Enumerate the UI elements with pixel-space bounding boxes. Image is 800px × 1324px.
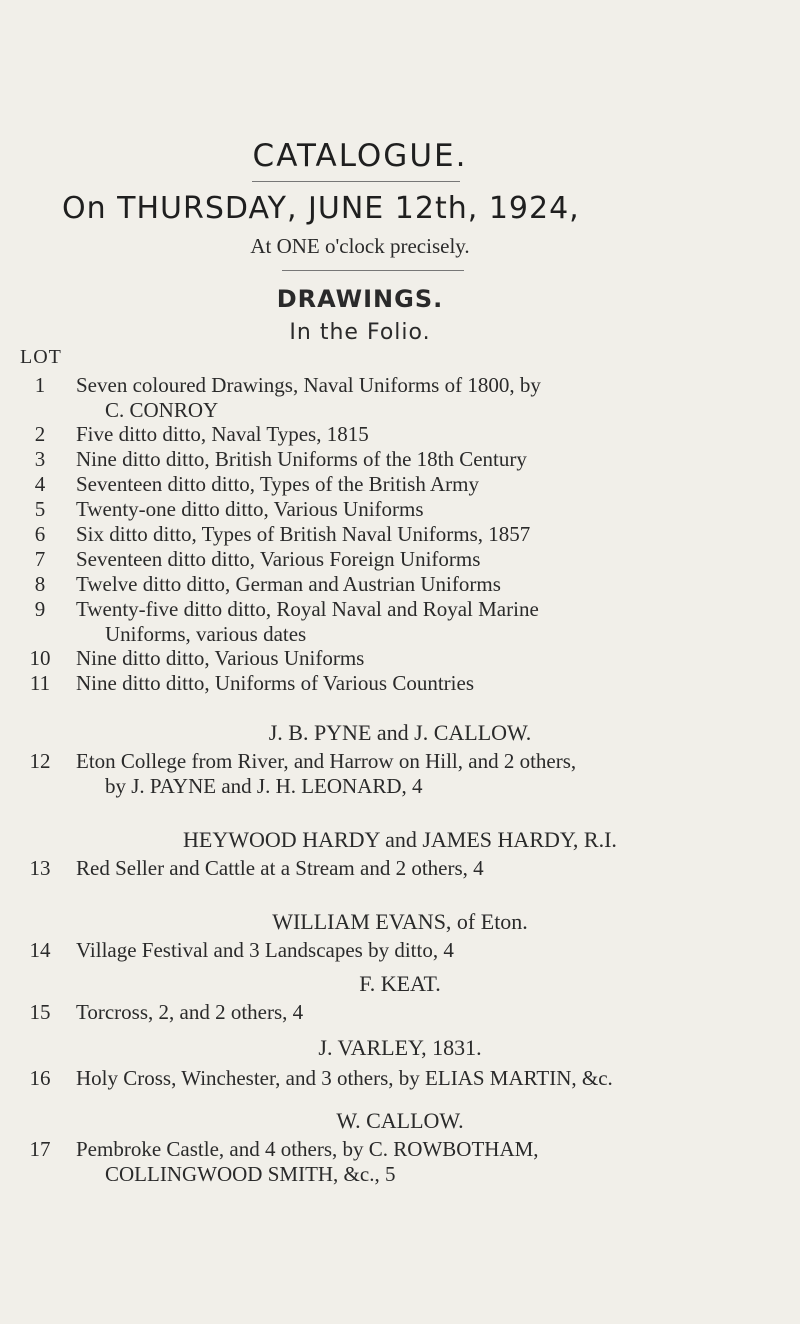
lot-number: 2 xyxy=(34,422,46,446)
lot-description: Nine ditto ditto, British Uniforms of the 18th Century xyxy=(76,447,527,471)
lot-description: Five ditto ditto, Naval Types, 1815 xyxy=(76,422,369,446)
lot-number: 5 xyxy=(34,497,46,521)
lot-description: Seventeen ditto ditto, Various Foreign Uniforms xyxy=(76,547,481,571)
sale-time: At ONE o'clock precisely. xyxy=(250,234,470,258)
lot-number: 12 xyxy=(29,749,51,773)
lot-number: 8 xyxy=(34,572,46,596)
lot-number: 15 xyxy=(29,1000,51,1024)
artist-heading: J. VARLEY, 1831. xyxy=(318,1035,482,1060)
lot-description-continued: COLLINGWOOD SMITH, &c., 5 xyxy=(105,1162,396,1186)
lot-description: Nine ditto ditto, Uniforms of Various Countries xyxy=(76,671,475,695)
lot-number: 6 xyxy=(34,522,46,546)
artist-heading: WILLIAM EVANS, of Eton. xyxy=(272,909,528,934)
lot-description: Seven coloured Drawings, Naval Uniforms of 1800, by xyxy=(76,373,541,397)
lot-number: 3 xyxy=(34,447,46,471)
lot-description: Six ditto ditto, Types of British Naval Uniforms, 1857 xyxy=(76,522,531,546)
section-subtitle: In the Folio. xyxy=(289,320,431,345)
artist-heading: HEYWOOD HARDY and JAMES HARDY, R.I. xyxy=(183,827,617,852)
lot-description-continued: Uniforms, various dates xyxy=(105,622,307,646)
lot-number: 14 xyxy=(29,938,51,962)
title-divider xyxy=(252,181,460,182)
artist-heading: F. KEAT. xyxy=(359,971,441,996)
lot-number: 9 xyxy=(34,597,46,621)
artist-heading: W. CALLOW. xyxy=(336,1108,464,1133)
lot-description: Holy Cross, Winchester, and 3 others, by ELIAS MARTIN, &c. xyxy=(76,1066,613,1090)
lot-number: 13 xyxy=(29,856,51,880)
lot-description: Red Seller and Cattle at a Stream and 2 others, 4 xyxy=(76,856,484,880)
lot-description-continued: by J. PAYNE and J. H. LEONARD, 4 xyxy=(105,774,423,798)
lot-description: Nine ditto ditto, Various Uniforms xyxy=(76,646,365,670)
lot-description: Eton College from River, and Harrow on Hill, and 2 others, xyxy=(76,749,577,773)
lot-description: Pembroke Castle, and 4 others, by C. ROWBOTHAM, xyxy=(76,1137,539,1161)
lot-number: 1 xyxy=(34,373,46,397)
lot-number: 16 xyxy=(29,1066,51,1090)
catalogue-title: CATALOGUE. xyxy=(252,138,468,174)
lot-description: Village Festival and 3 Landscapes by ditto, 4 xyxy=(76,938,454,962)
lot-description: Twenty-five ditto ditto, Royal Naval and Royal Marine xyxy=(76,597,539,621)
lot-column-label: LOT xyxy=(20,346,62,368)
section-divider xyxy=(282,270,464,271)
sale-date: On THURSDAY, JUNE 12th, 1924, xyxy=(62,191,580,226)
lot-description: Seventeen ditto ditto, Types of the British Army xyxy=(76,472,479,496)
section-title: DRAWINGS. xyxy=(276,285,444,313)
lot-number: 7 xyxy=(34,547,46,571)
lot-number: 11 xyxy=(29,671,51,695)
lot-number: 10 xyxy=(29,646,51,670)
artist-heading: J. B. PYNE and J. CALLOW. xyxy=(268,720,532,745)
lot-description: Twelve ditto ditto, German and Austrian Uniforms xyxy=(76,572,501,596)
lot-number: 17 xyxy=(29,1137,51,1161)
lot-description-continued: C. CONROY xyxy=(105,398,219,422)
lot-description: Torcross, 2, and 2 others, 4 xyxy=(76,1000,304,1024)
lot-description: Twenty-one ditto ditto, Various Uniforms xyxy=(76,497,424,521)
lot-number: 4 xyxy=(34,472,46,496)
